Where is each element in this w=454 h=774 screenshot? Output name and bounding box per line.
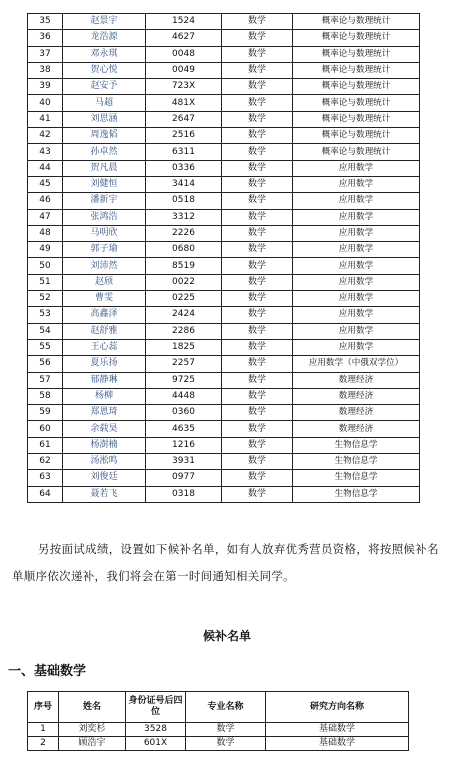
section-heading-basic-math: 一、基础数学 bbox=[8, 664, 87, 679]
table-row bbox=[28, 144, 420, 160]
cell-direction: 应用数学 bbox=[293, 274, 420, 290]
cell-name: 赵颀 bbox=[63, 274, 146, 290]
cell-id-last4: 4627 bbox=[146, 30, 222, 46]
admitted-list-body bbox=[28, 14, 420, 503]
cell-index: 39 bbox=[28, 79, 63, 95]
cell-direction: 应用数学 bbox=[293, 307, 420, 323]
cell-index: 56 bbox=[28, 356, 63, 372]
cell-major: 数学 bbox=[222, 405, 293, 421]
cell-id-last4: 1524 bbox=[146, 14, 222, 30]
table-row bbox=[28, 274, 420, 290]
cell-major: 数学 bbox=[222, 160, 293, 176]
cell-index: 62 bbox=[28, 454, 63, 470]
cell-index: 52 bbox=[28, 291, 63, 307]
table-row bbox=[28, 30, 420, 46]
cell-index: 54 bbox=[28, 323, 63, 339]
cell-id-last4: 4635 bbox=[146, 421, 222, 437]
table-row bbox=[28, 291, 420, 307]
cell-name: 赵安予 bbox=[63, 79, 146, 95]
cell-name: 马明欣 bbox=[63, 225, 146, 241]
cell-index: 35 bbox=[28, 14, 63, 30]
cell-index: 51 bbox=[28, 274, 63, 290]
cell-index: 38 bbox=[28, 62, 63, 78]
cell-name: 邓永琪 bbox=[63, 46, 146, 62]
table-row bbox=[28, 486, 420, 502]
cell-name: 杨柳 bbox=[63, 388, 146, 404]
cell-major: 数学 bbox=[222, 307, 293, 323]
cell-name: 夏乐扬 bbox=[63, 356, 146, 372]
waitlist-cell-direction: 基础数学 bbox=[266, 723, 409, 737]
cell-major: 数学 bbox=[222, 242, 293, 258]
cell-direction: 数理经济 bbox=[293, 388, 420, 404]
cell-direction: 概率论与数理统计 bbox=[293, 46, 420, 62]
table-row bbox=[28, 193, 420, 209]
cell-index: 42 bbox=[28, 128, 63, 144]
cell-id-last4: 0048 bbox=[146, 46, 222, 62]
waitlist-notice-text: 另按面试成绩，设置如下候补名单，如有人放弃优秀营员资格，将按照候补名单顺序依次递补，我们将会在第一时间通知相关同学。 bbox=[12, 542, 439, 583]
cell-major: 数学 bbox=[222, 274, 293, 290]
waitlist-cell-id-last4: 3528 bbox=[126, 723, 186, 737]
cell-major: 数学 bbox=[222, 95, 293, 111]
cell-name: 刘思涵 bbox=[63, 111, 146, 127]
cell-name: 郑恩琦 bbox=[63, 405, 146, 421]
table-row bbox=[28, 470, 420, 486]
cell-name: 刘俊廷 bbox=[63, 470, 146, 486]
cell-index: 63 bbox=[28, 470, 63, 486]
cell-name: 马超 bbox=[63, 95, 146, 111]
cell-name: 余载昊 bbox=[63, 421, 146, 437]
waitlist-cell-direction: 基础数学 bbox=[266, 737, 409, 751]
table-row bbox=[28, 95, 420, 111]
cell-major: 数学 bbox=[222, 454, 293, 470]
cell-name: 周逸韬 bbox=[63, 128, 146, 144]
cell-name: 贺凡晨 bbox=[63, 160, 146, 176]
cell-index: 36 bbox=[28, 30, 63, 46]
waitlist-cell-name: 刘奕杉 bbox=[59, 723, 126, 737]
cell-index: 46 bbox=[28, 193, 63, 209]
cell-direction: 概率论与数理统计 bbox=[293, 95, 420, 111]
cell-direction: 应用数学 bbox=[293, 258, 420, 274]
cell-direction: 应用数学 bbox=[293, 209, 420, 225]
waitlist-header-direction: 研究方向名称 bbox=[266, 692, 409, 723]
waitlist-title: 候补名单 bbox=[202, 629, 251, 643]
table-row bbox=[28, 160, 420, 176]
cell-name: 郁静琳 bbox=[63, 372, 146, 388]
cell-id-last4: 0518 bbox=[146, 193, 222, 209]
cell-index: 64 bbox=[28, 486, 63, 502]
cell-name: 高鑫泽 bbox=[63, 307, 146, 323]
cell-id-last4: 3312 bbox=[146, 209, 222, 225]
cell-id-last4: 2424 bbox=[146, 307, 222, 323]
table-row bbox=[28, 339, 420, 355]
cell-name: 张鸿浩 bbox=[63, 209, 146, 225]
waitlist-header-id-last4: 身份证号后四位 bbox=[126, 692, 186, 723]
table-row bbox=[28, 62, 420, 78]
cell-index: 53 bbox=[28, 307, 63, 323]
cell-direction: 生物信息学 bbox=[293, 470, 420, 486]
cell-major: 数学 bbox=[222, 225, 293, 241]
table-row bbox=[28, 307, 420, 323]
cell-direction: 生物信息学 bbox=[293, 454, 420, 470]
table-row bbox=[28, 723, 409, 737]
cell-major: 数学 bbox=[222, 339, 293, 355]
admitted-list-table bbox=[27, 13, 420, 503]
cell-major: 数学 bbox=[222, 323, 293, 339]
cell-index: 57 bbox=[28, 372, 63, 388]
cell-name: 聂若飞 bbox=[63, 486, 146, 502]
table-row bbox=[28, 372, 420, 388]
waitlist-cell-major: 数学 bbox=[186, 723, 266, 737]
cell-name: 曹雯 bbox=[63, 291, 146, 307]
waitlist-cell-index: 2 bbox=[28, 737, 59, 751]
cell-direction: 应用数学 bbox=[293, 193, 420, 209]
cell-major: 数学 bbox=[222, 209, 293, 225]
table-row bbox=[28, 737, 409, 751]
cell-direction: 概率论与数理统计 bbox=[293, 79, 420, 95]
cell-direction: 概率论与数理统计 bbox=[293, 30, 420, 46]
cell-name: 孙卓然 bbox=[63, 144, 146, 160]
cell-id-last4: 0049 bbox=[146, 62, 222, 78]
waitlist-header-name: 姓名 bbox=[59, 692, 126, 723]
cell-major: 数学 bbox=[222, 79, 293, 95]
cell-name: 刘健恒 bbox=[63, 176, 146, 192]
cell-index: 59 bbox=[28, 405, 63, 421]
cell-id-last4: 3931 bbox=[146, 454, 222, 470]
cell-index: 45 bbox=[28, 176, 63, 192]
cell-id-last4: 9725 bbox=[146, 372, 222, 388]
cell-major: 数学 bbox=[222, 470, 293, 486]
waitlist-notice-paragraph bbox=[12, 536, 440, 590]
table-row bbox=[28, 421, 420, 437]
cell-direction: 概率论与数理统计 bbox=[293, 62, 420, 78]
cell-direction: 概率论与数理统计 bbox=[293, 14, 420, 30]
cell-index: 60 bbox=[28, 421, 63, 437]
cell-index: 40 bbox=[28, 95, 63, 111]
cell-major: 数学 bbox=[222, 291, 293, 307]
cell-name: 刘沛然 bbox=[63, 258, 146, 274]
waitlist-cell-id-last4: 601X bbox=[126, 737, 186, 751]
cell-id-last4: 0022 bbox=[146, 274, 222, 290]
cell-id-last4: 4448 bbox=[146, 388, 222, 404]
cell-name: 赵舒雅 bbox=[63, 323, 146, 339]
cell-name: 潘新宇 bbox=[63, 193, 146, 209]
table-row bbox=[28, 128, 420, 144]
table-row bbox=[28, 356, 420, 372]
cell-direction: 应用数学 bbox=[293, 160, 420, 176]
cell-major: 数学 bbox=[222, 437, 293, 453]
cell-index: 41 bbox=[28, 111, 63, 127]
cell-id-last4: 481X bbox=[146, 95, 222, 111]
table-row bbox=[28, 454, 420, 470]
cell-major: 数学 bbox=[222, 111, 293, 127]
cell-id-last4: 6311 bbox=[146, 144, 222, 160]
cell-name: 郭子瑜 bbox=[63, 242, 146, 258]
cell-major: 数学 bbox=[222, 176, 293, 192]
cell-id-last4: 2257 bbox=[146, 356, 222, 372]
cell-id-last4: 2516 bbox=[146, 128, 222, 144]
cell-direction: 应用数学 bbox=[293, 225, 420, 241]
table-row bbox=[28, 405, 420, 421]
cell-id-last4: 2647 bbox=[146, 111, 222, 127]
table-row bbox=[28, 79, 420, 95]
cell-name: 汤淞鸣 bbox=[63, 454, 146, 470]
cell-major: 数学 bbox=[222, 356, 293, 372]
cell-major: 数学 bbox=[222, 46, 293, 62]
cell-direction: 应用数学（中俄双学位） bbox=[293, 356, 420, 372]
waitlist-cell-name: 顾浩宇 bbox=[59, 737, 126, 751]
table-row bbox=[28, 14, 420, 30]
cell-major: 数学 bbox=[222, 30, 293, 46]
cell-major: 数学 bbox=[222, 258, 293, 274]
cell-major: 数学 bbox=[222, 62, 293, 78]
cell-direction: 生物信息学 bbox=[293, 437, 420, 453]
cell-id-last4: 0225 bbox=[146, 291, 222, 307]
cell-name: 赵景宇 bbox=[63, 14, 146, 30]
cell-direction: 数理经济 bbox=[293, 421, 420, 437]
cell-major: 数学 bbox=[222, 421, 293, 437]
cell-id-last4: 2226 bbox=[146, 225, 222, 241]
cell-major: 数学 bbox=[222, 193, 293, 209]
cell-major: 数学 bbox=[222, 388, 293, 404]
cell-major: 数学 bbox=[222, 144, 293, 160]
cell-index: 47 bbox=[28, 209, 63, 225]
cell-direction: 概率论与数理统计 bbox=[293, 111, 420, 127]
cell-direction: 数理经济 bbox=[293, 405, 420, 421]
table-row bbox=[28, 209, 420, 225]
waitlist-cell-major: 数学 bbox=[186, 737, 266, 751]
cell-index: 37 bbox=[28, 46, 63, 62]
cell-name: 杨澍楠 bbox=[63, 437, 146, 453]
cell-index: 48 bbox=[28, 225, 63, 241]
cell-index: 61 bbox=[28, 437, 63, 453]
cell-index: 44 bbox=[28, 160, 63, 176]
cell-name: 贺心悦 bbox=[63, 62, 146, 78]
cell-direction: 应用数学 bbox=[293, 242, 420, 258]
cell-index: 50 bbox=[28, 258, 63, 274]
waitlist-header-major: 专业名称 bbox=[186, 692, 266, 723]
table-row bbox=[28, 225, 420, 241]
cell-id-last4: 0360 bbox=[146, 405, 222, 421]
cell-id-last4: 8519 bbox=[146, 258, 222, 274]
waitlist-body bbox=[28, 723, 409, 751]
cell-index: 55 bbox=[28, 339, 63, 355]
cell-direction: 数理经济 bbox=[293, 372, 420, 388]
cell-major: 数学 bbox=[222, 14, 293, 30]
cell-direction: 应用数学 bbox=[293, 323, 420, 339]
cell-direction: 应用数学 bbox=[293, 176, 420, 192]
cell-major: 数学 bbox=[222, 372, 293, 388]
cell-index: 49 bbox=[28, 242, 63, 258]
cell-direction: 应用数学 bbox=[293, 291, 420, 307]
cell-id-last4: 3414 bbox=[146, 176, 222, 192]
waitlist-table bbox=[27, 691, 409, 751]
cell-direction: 概率论与数理统计 bbox=[293, 144, 420, 160]
cell-direction: 概率论与数理统计 bbox=[293, 128, 420, 144]
cell-id-last4: 723X bbox=[146, 79, 222, 95]
waitlist-header-index: 序号 bbox=[28, 692, 59, 723]
cell-name: 王心蕊 bbox=[63, 339, 146, 355]
cell-major: 数学 bbox=[222, 128, 293, 144]
table-row bbox=[28, 323, 420, 339]
cell-id-last4: 0318 bbox=[146, 486, 222, 502]
cell-id-last4: 0680 bbox=[146, 242, 222, 258]
cell-index: 58 bbox=[28, 388, 63, 404]
cell-id-last4: 1825 bbox=[146, 339, 222, 355]
cell-name: 龙浩源 bbox=[63, 30, 146, 46]
cell-id-last4: 1216 bbox=[146, 437, 222, 453]
table-row bbox=[28, 46, 420, 62]
table-row bbox=[28, 111, 420, 127]
table-row bbox=[28, 437, 420, 453]
table-row bbox=[28, 242, 420, 258]
cell-id-last4: 0977 bbox=[146, 470, 222, 486]
cell-direction: 生物信息学 bbox=[293, 486, 420, 502]
table-row bbox=[28, 258, 420, 274]
table-row bbox=[28, 176, 420, 192]
table-row bbox=[28, 388, 420, 404]
waitlist-header-row bbox=[28, 692, 409, 723]
waitlist-cell-index: 1 bbox=[28, 723, 59, 737]
cell-id-last4: 0336 bbox=[146, 160, 222, 176]
cell-index: 43 bbox=[28, 144, 63, 160]
cell-id-last4: 2286 bbox=[146, 323, 222, 339]
cell-direction: 应用数学 bbox=[293, 339, 420, 355]
cell-major: 数学 bbox=[222, 486, 293, 502]
